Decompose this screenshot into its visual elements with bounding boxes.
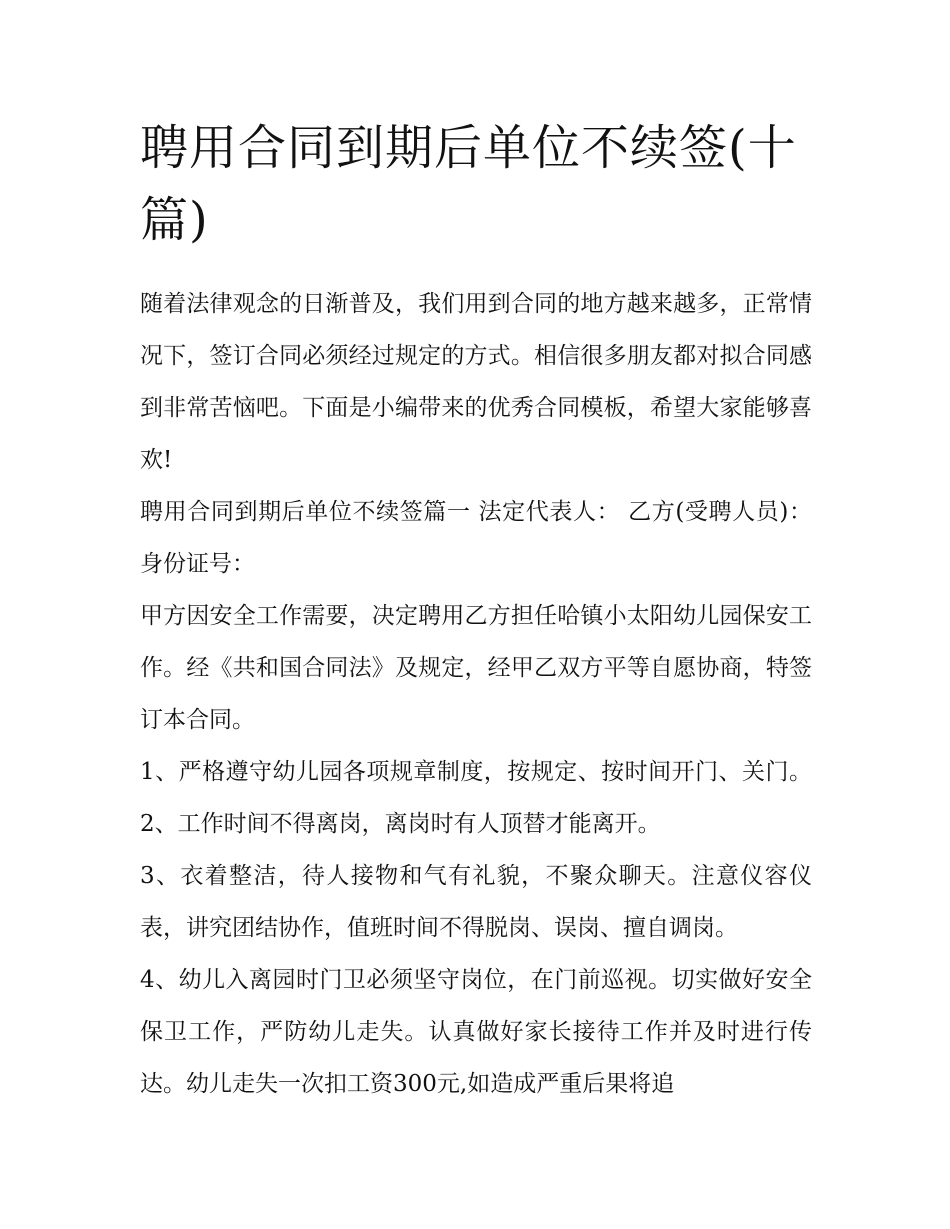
document-title: 聘用合同到期后单位不续签(十篇) xyxy=(140,120,797,248)
paragraph-clause-3: 3、衣着整洁，待人接物和气有礼貌，不聚众聊天。注意仪容仪表，讲究团结协作，值班时间不得脱岗、误岗、擅自调岗。 xyxy=(140,863,812,941)
paragraph-purpose: 甲方因安全工作需要，决定聘用乙方担任哈镇小太阳幼儿园保安工作。经《共和国合同法》及规定，经甲乙双方平等自愿协商，特签订本合同。 xyxy=(140,603,812,733)
paragraph-intro: 随着法律观念的日渐普及，我们用到合同的地方越来越多，正常情况下，签订合同必须经过规定的方式。相信很多朋友都对拟合同感到非常苦恼吧。下面是小编带来的优秀合同模板，希望大家能够喜欢! xyxy=(140,291,812,473)
document-page xyxy=(140,112,812,1110)
paragraph-clause-4: 4、幼儿入离园时门卫必须坚守岗位，在门前巡视。切实做好安全保卫工作，严防幼儿走失。认真做好家长接待工作并及时进行传达。幼儿走失一次扣工资300元,如造成严重后果将追 xyxy=(140,967,812,1097)
paragraph-parties: 聘用合同到期后单位不续签篇一 法定代表人： 乙方(受聘人员)： 身份证号： xyxy=(140,499,812,577)
paragraph-clause-1-2: 1、严格遵守幼儿园各项规章制度，按规定、按时间开门、关门。 2、工作时间不得离岗，离岗时有人顶替才能离开。 xyxy=(140,759,812,837)
